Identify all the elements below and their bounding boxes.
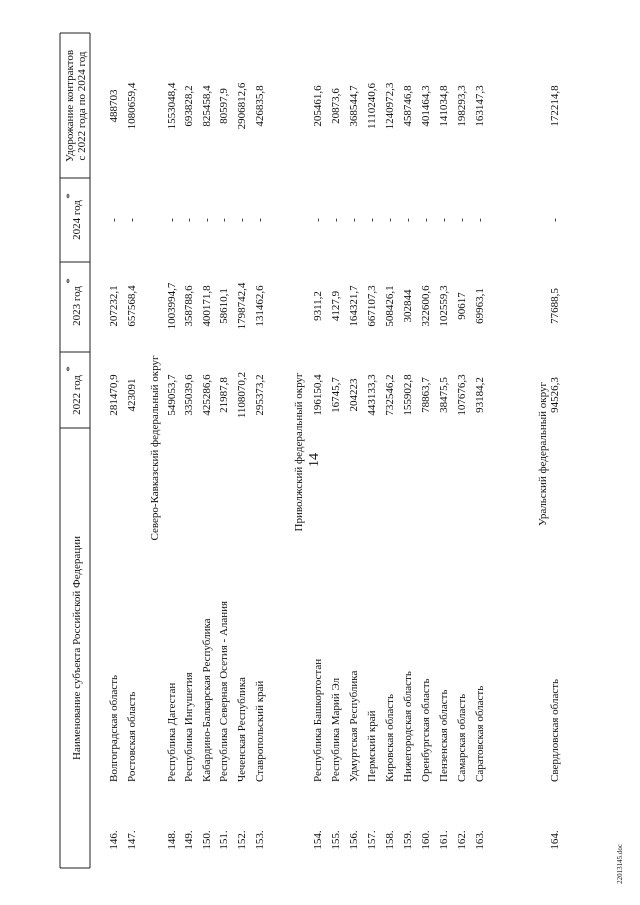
cell-y2024: - xyxy=(384,218,396,222)
cell-y2023: 131462,6 xyxy=(254,285,266,327)
cell-growth: 426835,8 xyxy=(254,85,266,127)
header-2024: 2024 год xyxy=(71,200,83,240)
cell-growth: 488703 xyxy=(108,89,120,123)
cell-y2022: 93184,2 xyxy=(474,377,486,413)
cell-y2023: 358788,6 xyxy=(183,285,195,327)
table-row xyxy=(126,82,138,850)
cell-y2024: - xyxy=(166,218,178,222)
cell-y2022: 549053,7 xyxy=(166,374,178,416)
footer-doc-code: 22013145.doc xyxy=(616,844,624,884)
header-growth-line2: с 2022 года по 2024 год xyxy=(76,51,88,161)
table-row xyxy=(183,85,195,849)
cell-y2023: 400171,8 xyxy=(201,285,213,327)
cell-growth: 1110240,6 xyxy=(366,83,378,129)
cell-y2023: 69963,1 xyxy=(474,288,486,324)
cell-growth: 368544,7 xyxy=(348,85,360,127)
section-heading-ufd: Уральский федеральный округ xyxy=(537,381,549,527)
header-2022-asterisk: * xyxy=(64,366,76,372)
cell-num: 150. xyxy=(201,830,213,850)
cell-growth: 825458,4 xyxy=(201,85,213,127)
cell-y2023: 508426,1 xyxy=(384,285,396,327)
cell-growth: 1553048,4 xyxy=(166,82,178,130)
cell-name: Волгоградская область xyxy=(108,674,120,782)
cell-y2024: - xyxy=(348,218,360,222)
cell-y2024: - xyxy=(474,218,486,222)
cell-growth: 693828,2 xyxy=(183,85,195,127)
cell-y2024: - xyxy=(236,218,248,222)
cell-growth: 1080659,4 xyxy=(126,82,138,130)
cell-name: Кабардино-Балкарская Республика xyxy=(201,618,213,782)
cell-name: Республика Дагестан xyxy=(166,682,178,782)
cell-y2023: 9311,2 xyxy=(312,291,324,321)
cell-y2023: 164321,7 xyxy=(348,285,360,327)
cell-growth: 458746,8 xyxy=(402,85,414,127)
page-number: 14 xyxy=(307,453,322,467)
table-row xyxy=(402,85,414,850)
cell-name: Нижегородская область xyxy=(402,671,414,782)
cell-num: 149. xyxy=(183,830,195,850)
cell-num: 163. xyxy=(474,830,486,850)
table-row xyxy=(420,85,432,850)
cell-name: Кировская область xyxy=(384,693,396,782)
cell-y2022: 155902,8 xyxy=(402,374,414,416)
cell-name: Ставропольский край xyxy=(254,680,266,782)
cell-y2022: 204223 xyxy=(348,378,360,412)
header-name: Наименование субъекта Российской Федерации xyxy=(71,536,83,760)
table-row xyxy=(384,82,396,850)
cell-y2022: 21987,8 xyxy=(218,377,230,413)
header-2024-asterisk: * xyxy=(64,193,76,199)
cell-y2022: 295373,2 xyxy=(254,374,266,416)
cell-growth: 80597,9 xyxy=(218,88,230,124)
cell-growth: 401464,3 xyxy=(420,85,432,127)
cell-y2024: - xyxy=(330,218,342,222)
cell-y2024: - xyxy=(438,218,450,222)
cell-growth: 1240972,3 xyxy=(384,82,396,130)
table-header xyxy=(64,50,88,760)
cell-name: Республика Марий Эл xyxy=(330,677,342,782)
section-heading-ncfd: Северо-Кавказский федеральный округ xyxy=(149,355,161,541)
cell-y2022: 107676,3 xyxy=(456,374,468,416)
table-row xyxy=(366,83,378,850)
cell-y2022: 38475,5 xyxy=(438,377,450,413)
cell-num: 157. xyxy=(366,830,378,850)
cell-y2022: 1108070,2 xyxy=(236,371,248,419)
cell-y2022: 425286,6 xyxy=(201,374,213,416)
cell-y2023: 1798742,4 xyxy=(236,282,248,330)
cell-y2022: 732546,2 xyxy=(384,374,396,416)
table-row xyxy=(236,82,248,850)
cell-growth: 141034,8 xyxy=(438,85,450,127)
header-2023: 2023 год xyxy=(71,286,83,326)
cell-name: Пензенская область xyxy=(438,689,450,782)
cell-num: 154. xyxy=(312,830,324,850)
cell-name: Оренбургская область xyxy=(420,678,432,782)
cell-y2023: 302844 xyxy=(402,289,414,323)
cell-num: 151. xyxy=(218,830,230,850)
cell-growth: 20873,6 xyxy=(330,88,342,124)
cell-y2023: 322600,6 xyxy=(420,285,432,327)
cell-y2023: 90617 xyxy=(456,292,468,320)
cell-num: 161. xyxy=(438,830,450,850)
table-row xyxy=(474,85,486,850)
cell-name: Пермский край xyxy=(366,710,378,782)
cell-y2023: 77688,5 xyxy=(549,288,561,324)
cell-growth: 2906812,6 xyxy=(236,82,248,130)
cell-name: Самарская область xyxy=(456,693,468,782)
table-row xyxy=(330,88,342,850)
cell-y2024: - xyxy=(420,218,432,222)
cell-y2024: - xyxy=(312,218,324,222)
cell-y2022: 443133,3 xyxy=(366,374,378,416)
table-row xyxy=(456,85,468,850)
table-row xyxy=(201,85,213,850)
cell-y2023: 207232,1 xyxy=(108,285,120,327)
cell-y2022: 16745,7 xyxy=(330,377,342,413)
cell-y2024: - xyxy=(201,218,213,222)
cell-name: Свердловская область xyxy=(549,678,561,782)
cell-num: 164. xyxy=(549,830,561,850)
cell-name: Саратовская область xyxy=(474,685,486,782)
cell-y2024: - xyxy=(126,218,138,222)
table-row xyxy=(348,85,360,850)
cell-y2024: - xyxy=(218,218,230,222)
cell-y2024: - xyxy=(108,218,120,222)
cell-growth: 205461,6 xyxy=(312,85,324,127)
cell-y2022: 196150,4 xyxy=(312,374,324,416)
cell-y2023: 102559,3 xyxy=(438,285,450,327)
cell-growth: 172214,8 xyxy=(549,85,561,127)
cell-num: 159. xyxy=(402,830,414,850)
table-body xyxy=(108,82,561,850)
cell-growth: 198293,3 xyxy=(456,85,468,127)
cell-name: Республика Северная Осетия - Алания xyxy=(218,600,230,782)
cell-y2024: - xyxy=(366,218,378,222)
cell-y2024: - xyxy=(402,218,414,222)
cell-y2024: - xyxy=(549,218,561,222)
cell-num: 158. xyxy=(384,830,396,850)
cell-num: 152. xyxy=(236,830,248,850)
cell-y2022: 335039,6 xyxy=(183,374,195,416)
cell-y2024: - xyxy=(456,218,468,222)
cell-y2023: 4127,9 xyxy=(330,290,342,322)
cell-y2023: 667107,3 xyxy=(366,285,378,327)
table-row xyxy=(218,88,230,850)
cell-name: Удмуртская Республика xyxy=(348,670,360,782)
cell-name: Республика Ингушетия xyxy=(183,672,195,782)
cell-y2023: 1003994,7 xyxy=(166,282,178,330)
header-2022: 2022 год xyxy=(71,375,83,415)
cell-num: 146. xyxy=(108,830,120,850)
cell-num: 155. xyxy=(330,830,342,850)
cell-num: 162. xyxy=(456,830,468,850)
cell-name: Чеченская Республика xyxy=(236,677,248,782)
cell-y2022: 281470,9 xyxy=(108,374,120,416)
header-2023-asterisk: * xyxy=(64,278,76,284)
cell-num: 160. xyxy=(420,830,432,850)
table-row xyxy=(549,85,561,850)
cell-y2024: - xyxy=(254,218,266,222)
cell-num: 147. xyxy=(126,830,138,850)
cell-name: Республика Башкортостан xyxy=(312,658,324,782)
cell-growth: 163147,3 xyxy=(474,85,486,127)
section-heading-pfd: Приволжский федеральный округ xyxy=(293,372,305,532)
table-row xyxy=(438,85,450,850)
cell-y2023: 58610,1 xyxy=(218,288,230,324)
cell-num: 156. xyxy=(348,830,360,850)
cell-y2022: 423091 xyxy=(126,378,138,412)
cell-num: 153. xyxy=(254,830,266,850)
cell-num: 148. xyxy=(166,830,178,850)
table-row xyxy=(108,89,120,850)
table-row xyxy=(254,85,266,850)
cell-y2024: - xyxy=(183,218,195,222)
cell-y2022: 94526,3 xyxy=(549,377,561,413)
cell-y2022: 78863,7 xyxy=(420,377,432,413)
header-growth-line1: Удорожание контрактов xyxy=(64,49,76,163)
table-row xyxy=(166,82,178,850)
cell-y2023: 657568,4 xyxy=(126,285,138,327)
cell-name: Ростовская область xyxy=(126,691,138,782)
